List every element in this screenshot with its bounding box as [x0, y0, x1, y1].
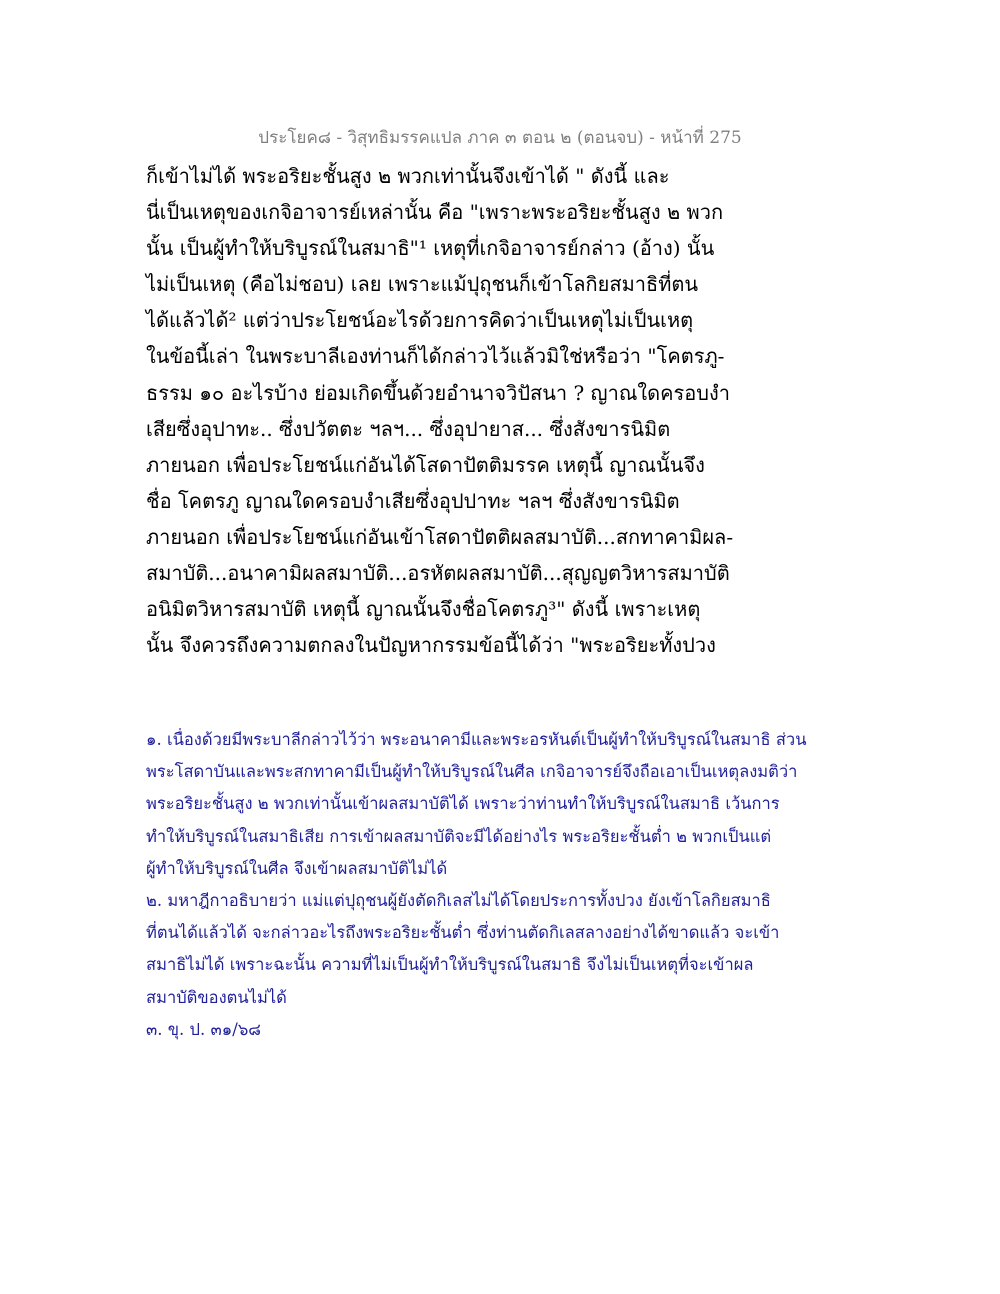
- text-line: นั้น เป็นผู้ทำให้บริบูรณ์ในสมาธิ"¹ เหตุที่เกจิอาจารย์กล่าว (อ้าง) นั้น: [146, 236, 715, 261]
- main-text: [146, 158, 906, 663]
- text-line: ในข้อนี้เล่า ในพระบาลีเองท่านก็ได้กล่าวไว้แล้วมิใช่หรือว่า "โคตรภู-: [146, 344, 725, 369]
- footnote-line: ๑. เนื่องด้วยมีพระบาลีกล่าวไว้ว่า พระอนาคามีและพระอรหันต์เป็นผู้ทำให้บริบูรณ์ในสมาธิ ส่วน: [146, 730, 807, 749]
- text-line: นี่เป็นเหตุของเกจิอาจารย์เหล่านั้น คือ "เพราะพระอริยะชั้นสูง ๒ พวก: [146, 200, 724, 225]
- footnote-line: ๒. มหาฎีกาอธิบายว่า แม่แต่ปุถุชนผู้ยังตัดกิเลสไม่ได้โดยประการทั้งปวง ยังเข้าโลกิยสมาธิ: [146, 890, 771, 910]
- footnote-line: พระโสดาบันและพระสกทาคามีเป็นผู้ทำให้บริบูรณ์ในศีล เกจิอาจารย์จึงถือเอาเป็นเหตุลงมติว่า: [146, 762, 798, 782]
- text-line: ก็เข้าไม่ได้ พระอริยะชั้นสูง ๒ พวกเท่านั้นจึงเข้าได้ " ดังนี้ และ: [146, 164, 670, 188]
- text-line: ธรรม ๑๐ อะไรบ้าง ย่อมเกิดขึ้นด้วยอำนาจวิปัสนา ? ญาณใดครอบงำ: [146, 380, 730, 405]
- text-line: เสียซึ่งอุปาทะ.. ซึ่งปวัตตะ ฯลฯ... ซึ่งอุปายาส... ซึ่งสังขารนิมิต: [146, 416, 671, 441]
- footnote-line: พระอริยะชั้นสูง ๒ พวกเท่านั้นเข้าผลสมาบัติได้ เพราะว่าท่านทำให้บริบูรณ์ในสมาธิ เว้นการ: [146, 794, 780, 814]
- footnote-line: สมาธิไม่ได้ เพราะฉะนั้น ความที่ไม่เป็นผู้ทำให้บริบูรณ์ในสมาธิ จึงไม่เป็นเหตุที่จะเข้าผล: [146, 955, 754, 975]
- text-line: ชื่อ โคตรภู ญาณใดครอบงำเสียซึ่งอุปปาทะ ฯลฯ ซึ่งสังขารนิมิต: [146, 488, 680, 513]
- footnote-line: ที่ตนได้แล้วได้ จะกล่าวอะไรถึงพระอริยะชั้นต่ำ ซึ่งท่านตัดกิเลสลางอย่างได้ขาดแล้ว จะเข้า: [146, 923, 780, 943]
- text-line: สมาบัติ...อนาคามิผลสมาบัติ...อรหัตผลสมาบัติ...สุญญตวิหารสมาบัติ: [146, 561, 730, 586]
- text-line: ภายนอก เพื่อประโยชน์แก่อันเข้าโสดาปัตติผลสมาบัติ...สกทาคามิผล-: [146, 524, 734, 549]
- footnote-line: ผู้ทำให้บริบูรณ์ในศีล จึงเข้าผลสมาบัติไม่ได้: [146, 858, 448, 878]
- footnotes: [146, 724, 926, 1046]
- footnote-line: สมาบัติของตนไม่ได้: [146, 987, 287, 1007]
- text-line: ภายนอก เพื่อประโยชน์แก่อันได้โสดาปัตติมรรค เหตุนี้ ญาณนั้นจึง: [146, 452, 705, 477]
- text-line: นั้น จึงควรถึงความตกลงในปัญหากรรมข้อนี้ได้ว่า "พระอริยะทั้งปวง: [146, 633, 716, 658]
- text-line: อนิมิตวิหารสมาบัติ เหตุนี้ ญาณนั้นจึงชื่อโคตรภู³" ดังนี้ เพราะเหตุ: [146, 597, 701, 622]
- text-line: ไม่เป็นเหตุ (คือไม่ชอบ) เลย เพราะแม้ปุถุชนก็เข้าโลกิยสมาธิที่ตน: [146, 272, 699, 297]
- footnote-line: ทำให้บริบูรณ์ในสมาธิเสีย การเข้าผลสมาบัติจะมีได้อย่างไร พระอริยะชั้นต่ำ ๒ พวกเป็นแต่: [146, 826, 772, 846]
- footnote-line: ๓. ขุ. ป. ๓๑/๖๘: [146, 1019, 262, 1039]
- text-line: ได้แล้วได้² แต่ว่าประโยชน์อะไรด้วยการคิดว่าเป็นเหตุไม่เป็นเหตุ: [146, 308, 694, 333]
- page-header: ประโยค๘ - วิสุทธิมรรคแปล ภาค ๓ ตอน ๒ (ตอนจบ) - หน้าที่ 275: [258, 128, 742, 148]
